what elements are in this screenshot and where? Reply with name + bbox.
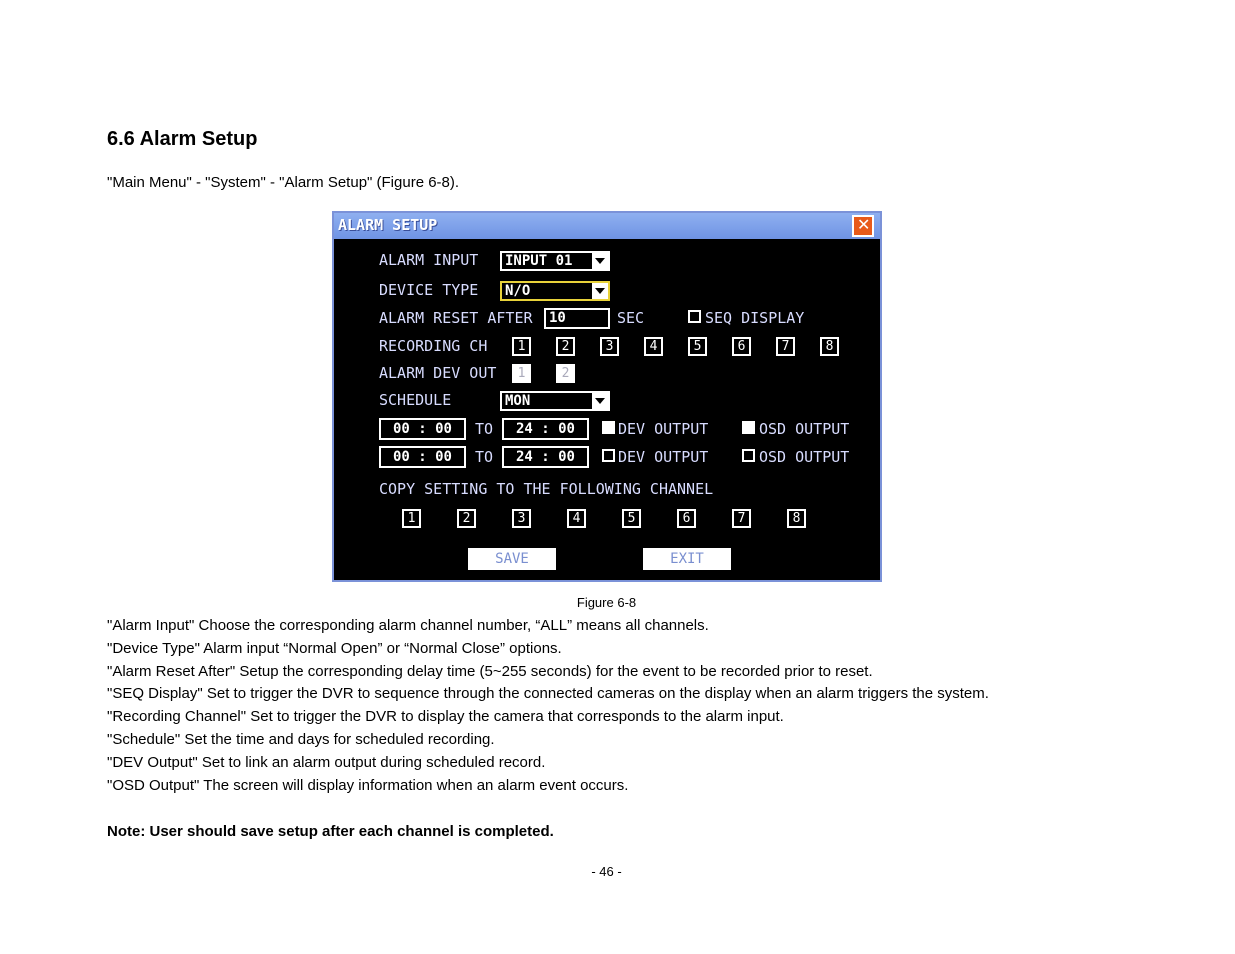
sec-label: SEC — [617, 309, 645, 327]
description-schedule: "Schedule" Set the time and days for scheduled recording. — [107, 731, 495, 748]
recording-ch-5[interactable]: 5 — [688, 337, 707, 356]
alarm-dev-out-2[interactable]: 2 — [556, 364, 575, 383]
navigation-path: "Main Menu" - "System" - "Alarm Setup" (Figure 6-8). — [107, 174, 460, 191]
dialog-title: ALARM SETUP — [338, 216, 438, 234]
copy-ch-1[interactable]: 1 — [402, 509, 421, 528]
schedule-2-dev-output-label: DEV OUTPUT — [618, 448, 709, 466]
alarm-reset-label: ALARM RESET AFTER — [379, 309, 533, 327]
description-alarm-input: "Alarm Input" Choose the corresponding alarm channel number, “ALL” means all channels. — [107, 617, 709, 634]
schedule-2-to-label: TO — [475, 448, 494, 466]
schedule-1-to-label: TO — [475, 420, 494, 438]
alarm-reset-value: 10 — [549, 310, 566, 326]
description-alarm-reset: "Alarm Reset After" Setup the corresponding delay time (5~255 seconds) for the event to be recorded prior to reset. — [107, 663, 873, 680]
copy-ch-5[interactable]: 5 — [622, 509, 641, 528]
alarm-reset-input[interactable] — [544, 308, 610, 329]
save-note: Note: User should save setup after each channel is completed. — [107, 823, 554, 840]
close-button[interactable] — [852, 215, 874, 237]
chevron-down-icon — [592, 283, 608, 299]
alarm-input-select[interactable] — [500, 251, 610, 271]
recording-ch-label: RECORDING CH — [379, 337, 488, 355]
recording-ch-3[interactable]: 3 — [600, 337, 619, 356]
copy-ch-7[interactable]: 7 — [732, 509, 751, 528]
chevron-down-icon — [592, 393, 608, 409]
alarm-dev-out-1[interactable]: 1 — [512, 364, 531, 383]
copy-setting-label: COPY SETTING TO THE FOLLOWING CHANNEL — [379, 480, 714, 498]
close-icon: ✕ — [857, 215, 871, 234]
description-recording-channel: "Recording Channel" Set to trigger the DVR to display the camera that corresponds to the alarm input. — [107, 708, 784, 725]
schedule-2-dev-output-checkbox[interactable] — [602, 449, 615, 462]
schedule-day-value: MON — [505, 393, 531, 409]
schedule-day-select[interactable] — [500, 391, 610, 411]
figure-caption: Figure 6-8 — [576, 595, 637, 610]
recording-ch-6[interactable]: 6 — [732, 337, 751, 356]
chevron-down-icon — [592, 253, 608, 269]
seq-display-checkbox[interactable] — [688, 310, 701, 323]
schedule-1-from[interactable]: 00 : 00 — [379, 418, 466, 440]
page-number: - 46 - — [591, 864, 622, 879]
copy-ch-6[interactable]: 6 — [677, 509, 696, 528]
recording-ch-4[interactable]: 4 — [644, 337, 663, 356]
alarm-dev-out-label: ALARM DEV OUT — [379, 364, 497, 382]
description-seq-display: "SEQ Display" Set to trigger the DVR to sequence through the connected cameras on the display when an alarm triggers the system. — [107, 685, 989, 702]
description-device-type: "Device Type" Alarm input “Normal Open” or “Normal Close” options. — [107, 640, 562, 657]
recording-ch-8[interactable]: 8 — [820, 337, 839, 356]
schedule-2-osd-output-label: OSD OUTPUT — [759, 448, 850, 466]
description-dev-output: "DEV Output" Set to link an alarm output during scheduled record. — [107, 754, 546, 771]
schedule-2-from[interactable]: 00 : 00 — [379, 446, 466, 468]
section-title: 6.6 Alarm Setup — [107, 128, 258, 150]
recording-ch-7[interactable]: 7 — [776, 337, 795, 356]
schedule-1-dev-output-label: DEV OUTPUT — [618, 420, 709, 438]
exit-button[interactable]: EXIT — [643, 548, 731, 570]
description-osd-output: "OSD Output" The screen will display information when an alarm event occurs. — [107, 777, 629, 794]
seq-display-label: SEQ DISPLAY — [705, 309, 805, 327]
copy-ch-8[interactable]: 8 — [787, 509, 806, 528]
copy-ch-3[interactable]: 3 — [512, 509, 531, 528]
device-type-label: DEVICE TYPE — [379, 281, 479, 299]
copy-ch-4[interactable]: 4 — [567, 509, 586, 528]
recording-ch-1[interactable]: 1 — [512, 337, 531, 356]
alarm-input-value: INPUT 01 — [505, 253, 573, 269]
schedule-label: SCHEDULE — [379, 391, 452, 409]
copy-ch-2[interactable]: 2 — [457, 509, 476, 528]
alarm-input-label: ALARM INPUT — [379, 251, 479, 269]
device-type-value: N/O — [505, 283, 531, 299]
alarm-setup-dialog — [332, 211, 882, 582]
schedule-1-to[interactable]: 24 : 00 — [502, 418, 589, 440]
schedule-2-to[interactable]: 24 : 00 — [502, 446, 589, 468]
save-button[interactable]: SAVE — [468, 548, 556, 570]
schedule-1-dev-output-checkbox[interactable] — [602, 421, 615, 434]
device-type-select[interactable] — [500, 281, 610, 301]
schedule-2-osd-output-checkbox[interactable] — [742, 449, 755, 462]
schedule-1-osd-output-label: OSD OUTPUT — [759, 420, 850, 438]
schedule-1-osd-output-checkbox[interactable] — [742, 421, 755, 434]
recording-ch-2[interactable]: 2 — [556, 337, 575, 356]
